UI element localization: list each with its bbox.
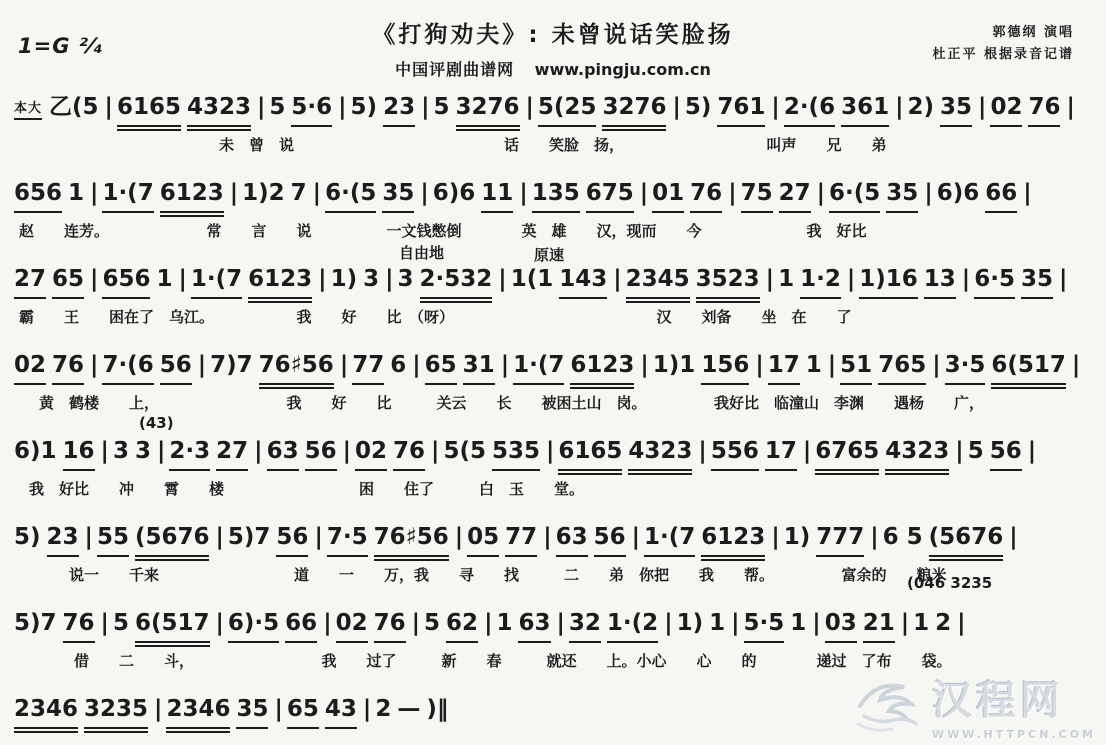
barline: | — [100, 438, 109, 464]
barline: | — [698, 438, 707, 464]
note-group: 1) — [676, 610, 704, 636]
notation-line — [14, 350, 1092, 385]
note-group: 1(1 — [510, 266, 554, 292]
barline: | — [556, 610, 565, 636]
notation-line — [14, 608, 1092, 643]
note-group: 2 — [375, 696, 392, 722]
note-group: (5676 — [929, 522, 1004, 557]
note-group: 656 — [102, 264, 150, 299]
note-group: 6·5 — [974, 264, 1015, 299]
note-group: 5·5 — [744, 608, 785, 643]
lyrics-line: 霸 王 困在了 乌江。 我 好 比 （呀） 汉 刘备 坐 在 了 — [19, 308, 852, 327]
lyrics-line: 借 二 斗， 我 过了 新 春 就还 上。小心 心 的 递过 了布 袋。 — [74, 652, 952, 671]
note-group: 01 — [652, 178, 684, 213]
barline: | — [90, 266, 99, 292]
note-group: 2 — [935, 610, 952, 636]
tempo-annotation: (43) — [139, 414, 174, 432]
note-group: 5 — [424, 610, 441, 636]
barline: | — [274, 696, 283, 722]
barline: | — [731, 610, 740, 636]
lyrics-line: 说一 千来 道 一 万，我 寻 找 二 弟 你把 我 帮。 富余的 粮米 — [69, 566, 947, 585]
barline: | — [178, 266, 187, 292]
barline: | — [385, 266, 394, 292]
note-group: 6)1 — [14, 438, 57, 464]
note-group: 5 — [433, 94, 450, 120]
note-group: 6123 — [160, 178, 224, 213]
lyrics-line: 我 好比 冲 霄 楼 困 住了 白 玉 堂。 — [29, 480, 585, 499]
note-group: 1)16 — [859, 264, 918, 299]
barline: | — [215, 610, 224, 636]
note-group: 35 — [236, 694, 268, 729]
barline: | — [955, 438, 964, 464]
note-group: 4323 — [885, 436, 949, 471]
note-group: 56 — [276, 522, 308, 557]
note-group: 43 — [325, 694, 357, 729]
system-1 — [14, 92, 1092, 164]
note-group: 3·5 — [945, 350, 986, 385]
note-group: 56 — [305, 436, 337, 471]
note-group: 3 — [112, 438, 129, 464]
note-group: 5 — [112, 610, 129, 636]
barline: | — [1066, 94, 1075, 120]
barline: | — [104, 94, 113, 120]
note-group: 75 — [741, 178, 773, 213]
note-group: 11 — [481, 178, 513, 213]
note-group: 5 — [269, 94, 286, 120]
note-group: 6165 — [558, 436, 622, 471]
tempo-annotation: 原速 — [534, 246, 565, 264]
note-group: 1·(7 — [513, 350, 564, 385]
note-group: 55 — [97, 522, 129, 557]
tempo-annotation: 自由地 — [399, 244, 445, 262]
barline: | — [500, 352, 510, 378]
barline: | — [613, 266, 622, 292]
lyrics-line: 黄 鹤楼 上， 我 好 比 关云 长 被困土山 岗。 我好比 临潼山 李渊 遇杨 广， — [39, 394, 985, 413]
barline: | — [961, 266, 971, 292]
barline: | — [957, 610, 966, 636]
barline: | — [765, 266, 775, 292]
notation-line — [14, 694, 1092, 729]
note-group: 5)7 — [227, 524, 271, 550]
barline: | — [412, 352, 421, 378]
barline: | — [519, 180, 528, 206]
note-group: 3 — [134, 438, 151, 464]
notation-line — [14, 436, 1092, 471]
note-group: 1 — [790, 610, 807, 636]
note-group: 63 — [518, 608, 550, 643]
barline: | — [312, 180, 322, 206]
note-group: 5 — [967, 438, 984, 464]
note-group: 76 — [374, 608, 406, 643]
note-group: 76♯56 — [259, 350, 334, 385]
barline: | — [672, 94, 681, 120]
note-group: 6(517 — [135, 608, 210, 643]
note-group: 51 — [840, 350, 872, 385]
barline: | — [924, 180, 933, 206]
note-group: 5) — [684, 94, 712, 120]
note-group: 3276 — [602, 92, 666, 127]
note-group: 5(25 — [538, 92, 597, 127]
barline: | — [484, 610, 493, 636]
note-group: 1·(7 — [191, 264, 242, 299]
note-group: 7)7 — [210, 352, 253, 378]
note-group: 35 — [382, 178, 414, 213]
barline: | — [90, 352, 99, 378]
note-group: 135 — [532, 178, 580, 213]
note-group: 5)7 — [14, 610, 57, 636]
barline: | — [498, 266, 507, 292]
note-group: 27 — [216, 436, 248, 471]
note-group: 3235 — [84, 694, 148, 729]
note-group: (5676 — [135, 522, 210, 557]
note-group: 1 — [496, 610, 513, 636]
note-group: 6)6 — [936, 180, 980, 206]
note-group: 6·(5 — [829, 178, 880, 213]
barline: | — [932, 352, 941, 378]
header — [14, 8, 1092, 92]
note-group: 761 — [717, 92, 765, 127]
lyrics-line: 赵 连芳。 常 言 说 一文钱憋倒 英 雄 汉，现而 今 我 好比 — [19, 222, 867, 241]
barline: | — [771, 524, 780, 550]
barline: | — [827, 352, 837, 378]
note-group: 6765 — [815, 436, 879, 471]
barline: | — [215, 524, 224, 550]
note-group: 7 — [290, 180, 307, 206]
note-group: 17 — [768, 350, 800, 385]
note-group: 656 — [14, 178, 62, 213]
note-group: 65 — [425, 350, 457, 385]
note-group: 5·6 — [291, 92, 332, 127]
note-group: 76♯56 — [374, 522, 449, 557]
barline: | — [816, 180, 826, 206]
note-group: 6)6 — [432, 180, 476, 206]
barline: | — [640, 352, 649, 378]
barline: | — [154, 696, 163, 722]
note-group: 1 — [709, 610, 726, 636]
barline: | — [229, 180, 239, 206]
note-group: 76 — [52, 350, 84, 385]
note-group: 2345 — [626, 264, 690, 299]
system-5 — [14, 414, 1092, 508]
barline: | — [84, 524, 93, 550]
note-group: 63 — [267, 436, 299, 471]
barline: | — [664, 610, 673, 636]
credit-transcriber: 杜正平 根据录音记谱 — [932, 47, 1074, 63]
note-group: 02 — [990, 92, 1022, 127]
barline: | — [639, 180, 649, 206]
note-group: 2346 — [166, 694, 230, 729]
note-group: 02 — [14, 350, 46, 385]
barline: | — [318, 266, 327, 292]
note-group: 535 — [492, 436, 540, 471]
barline: | — [631, 524, 641, 550]
barline: | — [755, 352, 764, 378]
barline: | — [812, 610, 821, 636]
barline: | — [362, 696, 372, 722]
note-group: 02 — [336, 608, 368, 643]
note-group: 6123 — [570, 350, 634, 385]
barline: | — [870, 524, 879, 550]
barline: | — [1027, 438, 1037, 464]
site-name: 中国评剧曲谱网 — [395, 60, 515, 79]
note-group: 1 — [913, 610, 930, 636]
watermark-site-name: 汉程网 — [931, 678, 1064, 724]
credits — [932, 22, 1074, 66]
note-group: 6123 — [701, 522, 765, 557]
barline: | — [156, 438, 166, 464]
note-group: 361 — [841, 92, 889, 127]
system-8 — [14, 694, 1092, 734]
note-group: 6·(5 — [325, 178, 376, 213]
system-6 — [14, 522, 1092, 594]
barline: | — [342, 438, 351, 464]
note-group: 3276 — [456, 92, 520, 127]
barline: | — [197, 352, 207, 378]
note-group: 765 — [878, 350, 926, 385]
note-group: 35 — [1021, 264, 1053, 299]
note-group: 02 — [355, 436, 387, 471]
barline: | — [1023, 180, 1032, 206]
barline: | — [338, 94, 347, 120]
note-group: 76 — [393, 436, 425, 471]
note-group: 56 — [594, 522, 626, 557]
barline: | — [314, 524, 323, 550]
system-2 — [14, 178, 1092, 250]
note-group: 2346 — [14, 694, 78, 729]
note-group: 35 — [886, 178, 918, 213]
note-group: 77 — [352, 350, 384, 385]
note-group: 3523 — [696, 264, 760, 299]
note-group: 23 — [47, 522, 79, 557]
page-title: 《打狗劝夫》: 未曾说话笑脸扬 — [372, 22, 734, 48]
note-group: 62 — [446, 608, 478, 643]
barline: | — [100, 610, 109, 636]
title-block — [14, 16, 1092, 80]
note-group: 6123 — [248, 264, 312, 299]
watermark-site-url: WWW.HTTPCN.COM — [931, 728, 1096, 741]
note-group: 6 5 — [882, 524, 923, 550]
barline: | — [802, 438, 812, 464]
note-group: 7·(6 — [102, 350, 153, 385]
barline: | — [1071, 352, 1081, 378]
barline: | — [771, 94, 780, 120]
system-4 — [14, 350, 1092, 422]
barline: | — [420, 180, 429, 206]
note-group: 2·(6 — [784, 92, 835, 127]
notation-line — [14, 92, 1092, 127]
note-group: 1) — [783, 524, 811, 550]
barline: | — [254, 438, 263, 464]
notation-line — [14, 522, 1092, 557]
note-group: 35 — [940, 92, 972, 127]
note-group: 1 — [805, 352, 822, 378]
barline: | — [431, 438, 440, 464]
system-7 — [14, 608, 1092, 680]
note-group: 5(5 — [443, 438, 486, 464]
note-group: 66 — [985, 178, 1017, 213]
barline: | — [411, 610, 421, 636]
note-group: 56 — [160, 350, 192, 385]
system-prefix: 本大 — [14, 100, 42, 120]
note-group: 13 — [924, 264, 956, 299]
note-group: 05 — [467, 522, 499, 557]
note-group: 16 — [63, 436, 95, 471]
credit-performer: 郭德纲 演唱 — [992, 25, 1074, 40]
barline: | — [895, 94, 904, 120]
note-group: 6 — [390, 352, 407, 378]
barline: | — [1009, 524, 1018, 550]
note-group: 65 — [287, 694, 319, 729]
note-group: 1) — [330, 266, 358, 292]
barline: | — [846, 266, 856, 292]
barline: | — [728, 180, 737, 206]
note-group: 1·(2 — [607, 608, 658, 643]
site-url: www.pingju.com.cn — [534, 60, 711, 79]
note-group: 2·532 — [420, 264, 493, 299]
tempo-annotation: (046 3235 — [907, 574, 993, 592]
note-group: 3 — [363, 266, 380, 292]
note-group: 777 — [816, 522, 864, 557]
note-group: 31 — [463, 350, 495, 385]
note-group: 63 — [556, 522, 588, 557]
barline: | — [421, 94, 430, 120]
note-group: 6(517 — [991, 350, 1066, 385]
barline: | — [900, 610, 910, 636]
note-group: 143 — [559, 264, 607, 299]
note-group: 7·5 — [327, 522, 368, 557]
key-signature: 1=G ²⁄₄ — [18, 34, 104, 58]
note-group: 27 — [779, 178, 811, 213]
note-group: 21 — [863, 608, 895, 643]
note-group: 675 — [586, 178, 634, 213]
note-group: 27 — [14, 264, 46, 299]
barline: | — [339, 352, 349, 378]
note-group: 1·(7 — [644, 522, 695, 557]
note-group: 2·3 — [169, 436, 210, 471]
note-group: 1 — [156, 266, 173, 292]
note-group: — — [397, 696, 421, 722]
note-group: 23 — [383, 92, 415, 127]
note-group: 556 — [711, 436, 759, 471]
note-group: 1)1 — [652, 352, 696, 378]
system-3 — [14, 244, 1092, 336]
barline: | — [90, 180, 99, 206]
subtitle — [14, 57, 1092, 80]
note-group: 1)2 — [242, 180, 285, 206]
note-group: 6)·5 — [228, 608, 279, 643]
note-group: 03 — [825, 608, 857, 643]
barline: | — [978, 94, 987, 120]
note-group: 17 — [765, 436, 797, 471]
note-group: 1·(7 — [102, 178, 153, 213]
note-group: 1·2 — [800, 264, 841, 299]
notation-line — [14, 178, 1092, 213]
barline: | — [543, 524, 552, 550]
note-group: 3 — [397, 266, 414, 292]
note-group: 77 — [505, 522, 537, 557]
note-group: 乙(5 — [49, 94, 99, 120]
note-group: 1 — [68, 180, 85, 206]
note-group: 76 — [1028, 92, 1060, 127]
note-group: 4323 — [628, 436, 692, 471]
note-group: 76 — [690, 178, 722, 213]
barline: | — [256, 94, 266, 120]
lyrics-line: 未 曾 说 话 笑脸 扬， 叫声 兄 弟 — [219, 136, 887, 155]
score — [14, 92, 1092, 734]
note-group: 76 — [63, 608, 95, 643]
note-group: 4323 — [187, 92, 251, 127]
note-group: 5) — [14, 524, 41, 550]
barline: | — [454, 524, 464, 550]
barline: )‖ — [426, 696, 449, 722]
barline: | — [1058, 266, 1068, 292]
note-group: 56 — [990, 436, 1022, 471]
barline: | — [525, 94, 534, 120]
note-group: 1 — [778, 266, 795, 292]
barline: | — [545, 438, 555, 464]
notation-line — [14, 264, 1092, 299]
note-group: 2) — [907, 94, 935, 120]
note-group: 6165 — [117, 92, 181, 127]
note-group: 32 — [569, 608, 601, 643]
note-group: 66 — [285, 608, 317, 643]
note-group: 156 — [701, 350, 749, 385]
note-group: 5) — [350, 94, 378, 120]
barline: | — [323, 610, 332, 636]
note-group: 65 — [52, 264, 84, 299]
